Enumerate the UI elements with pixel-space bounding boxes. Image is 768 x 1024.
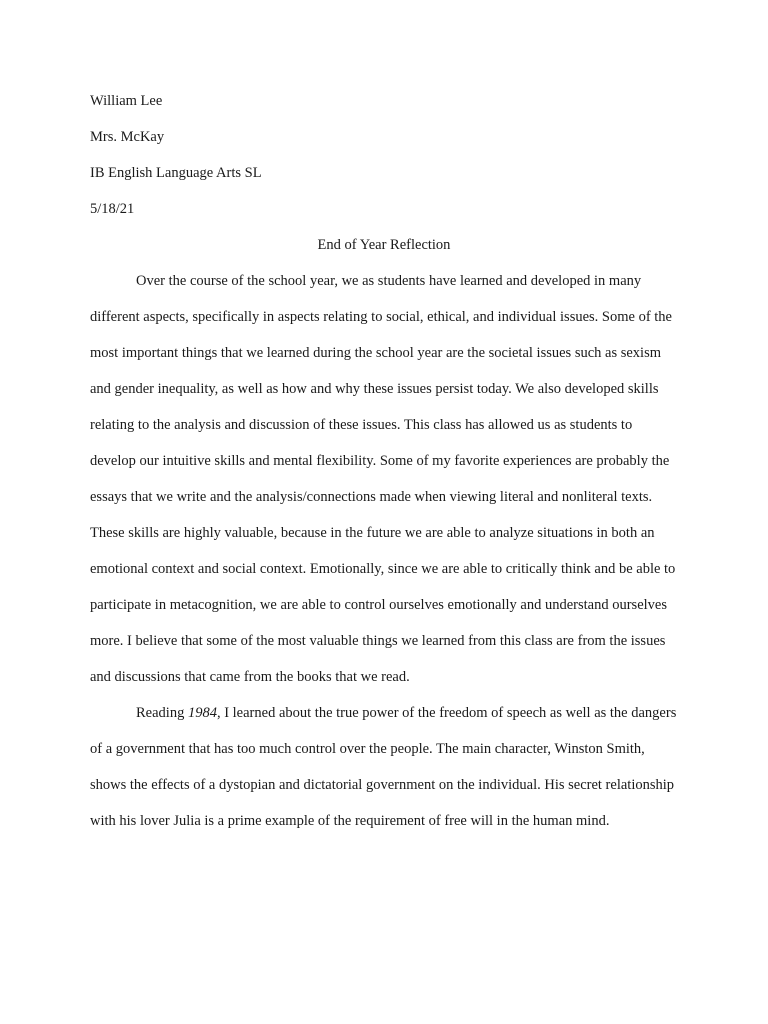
book-title: 1984 — [187, 705, 217, 721]
paragraph-2 — [90, 695, 680, 839]
paragraph-1: Over the course of the school year, we as students have learned and developed in many different aspects, specifically in aspects relating to social, ethical, and individual issues. Some of the most important things that we learned during the school year are the societal issues such as sexism and gender inequality, as well as how and why these issues persist today. We also developed skills relating to the analysis and discussion of these issues. This class has allowed us as students to develop our intuitive skills and mental flexibility. Some of my favorite experiences are probably the essays that we write and the analysis/connections made when viewing literal and nonliteral texts. These skills are highly valuable, because in the future we are able to analyze situations in both an emotional context and social context. Emotionally, since we are able to critically think and be able to participate in metacognition, we are able to control ourselves emotionally and understand ourselves more. I believe that some of the most valuable things we learned from this class are from the issues and discussions that came from the books that we read. — [90, 273, 676, 685]
heading-block — [90, 83, 690, 227]
document-title: End of Year Reflection — [317, 237, 451, 253]
student-name: William Lee — [90, 93, 163, 109]
paragraph-2-lead: Reading — [136, 705, 188, 721]
document-body — [90, 263, 680, 839]
paragraph-2-rest: , I learned about the true power of the freedom of speech as well as the dangers of a government that has too much control over the people. The main character, Winston Smith, shows the effects of a dystopian and dictatorial government on the individual. His secret relationship with his lover Julia is a prime example of the requirement of free will in the human mind. — [90, 705, 677, 829]
document-date: 5/18/21 — [90, 201, 135, 217]
course-name: IB English Language Arts SL — [90, 165, 262, 181]
teacher-name: Mrs. McKay — [90, 129, 165, 145]
